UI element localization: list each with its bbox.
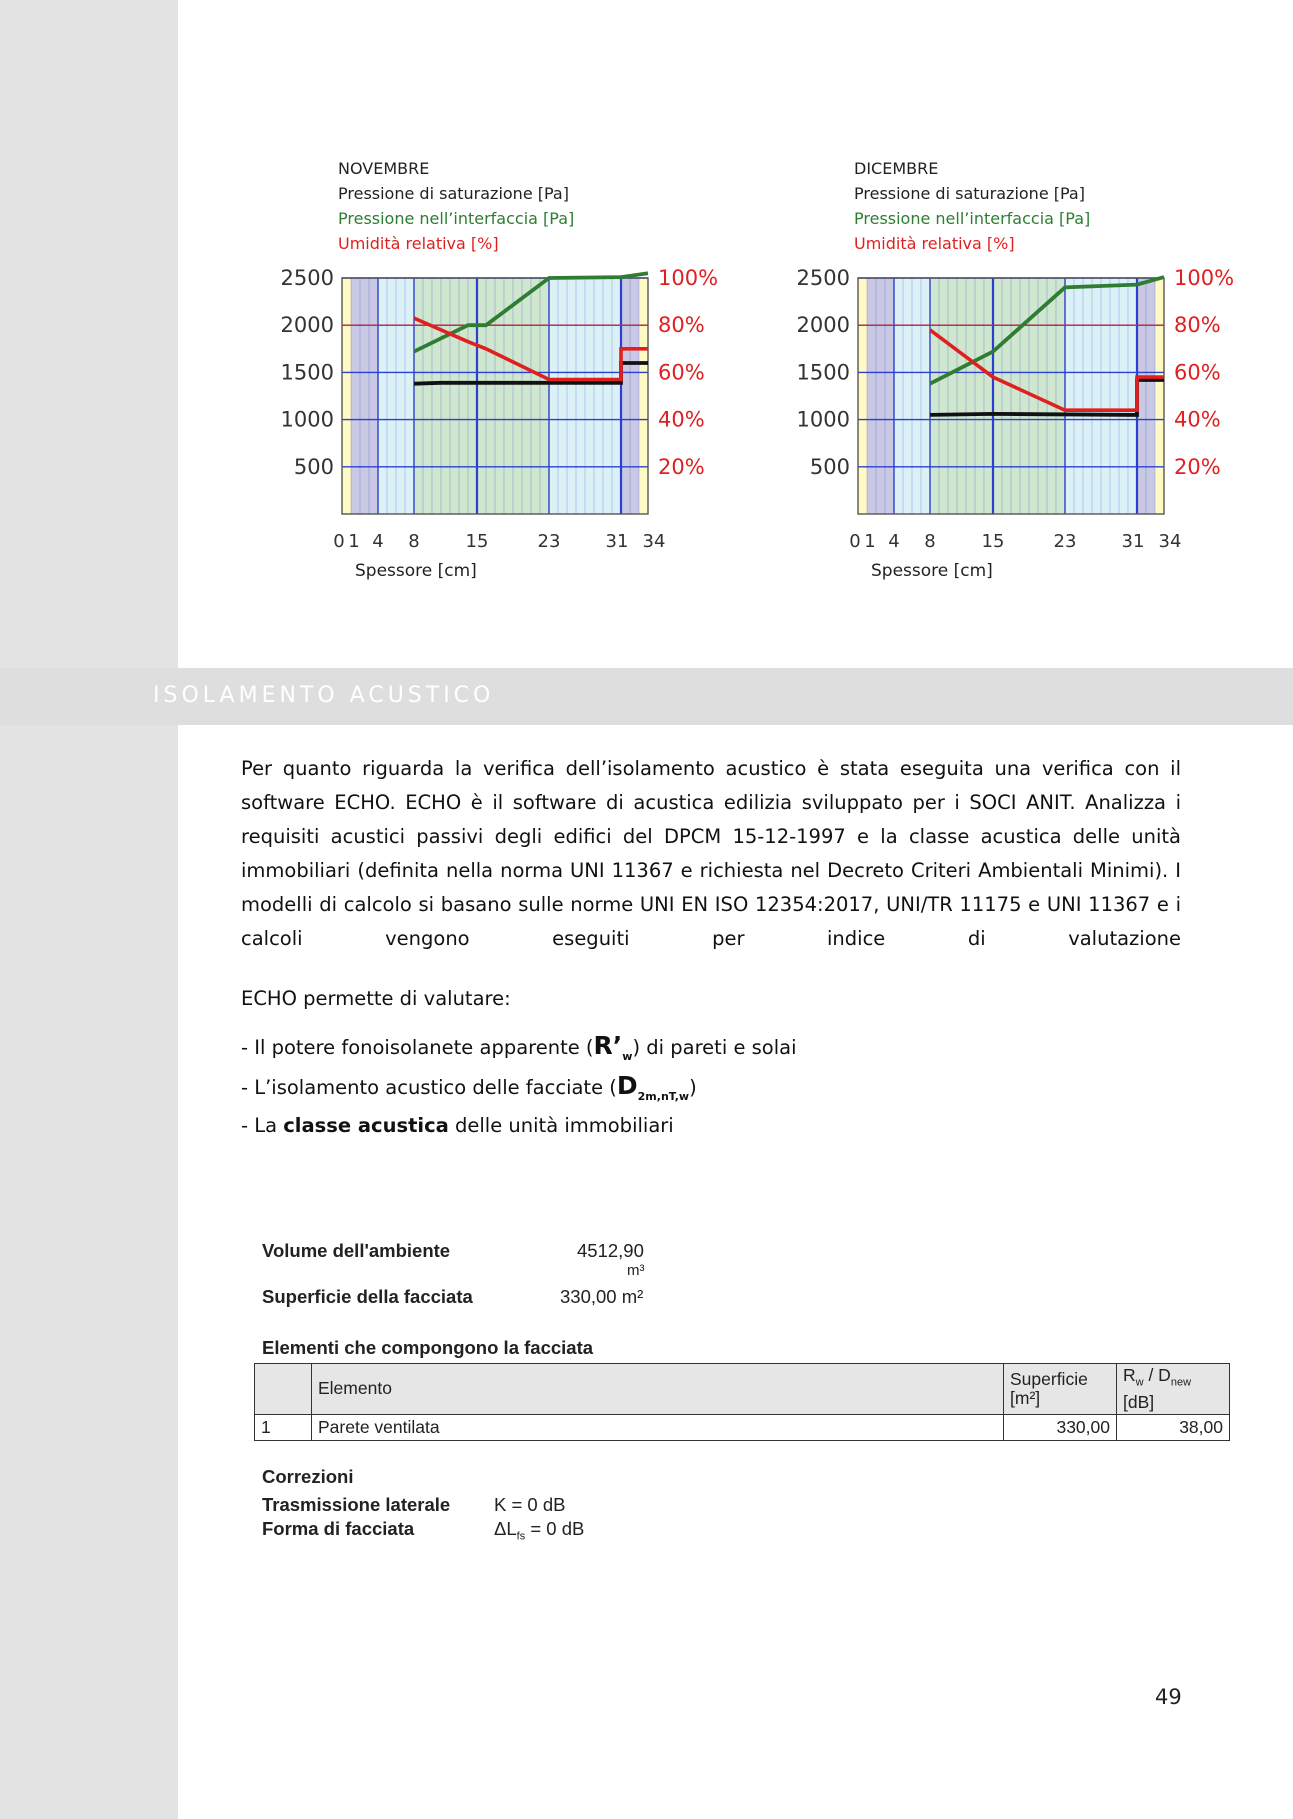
legend-entry: Umidità relativa [%] xyxy=(338,234,499,253)
bullet-symbol: $R’_w$ xyxy=(593,1031,633,1063)
facciata-table xyxy=(254,1363,1230,1441)
y-tick-right: 80% xyxy=(658,313,705,338)
volume-value: 4512,90 xyxy=(577,1240,644,1261)
x-tick: 15 xyxy=(981,531,1005,552)
lateral-value: K = 0 dB xyxy=(494,1494,566,1515)
x-tick: 34 xyxy=(1158,531,1182,552)
bullet-prefix: - La xyxy=(241,1114,284,1137)
bullet-list xyxy=(241,1028,797,1148)
chart-title: NOVEMBRE xyxy=(338,159,430,178)
chart-title: DICEMBRE xyxy=(854,159,939,178)
y-tick-left: 2000 xyxy=(280,313,334,338)
intro-text: ECHO permette di valutare: xyxy=(241,987,511,1010)
surface-value: 330,00 m² xyxy=(560,1286,644,1307)
section-title: ISOLAMENTO ACUSTICO xyxy=(153,683,495,708)
y-tick-left: 1500 xyxy=(280,360,334,385)
layer-band xyxy=(351,278,378,514)
y-tick-right: 80% xyxy=(1174,313,1221,338)
table-row xyxy=(255,1414,1230,1440)
bullet-suffix: delle unità immobiliari xyxy=(448,1114,674,1137)
x-tick: 31 xyxy=(605,531,629,552)
y-tick-right: 100% xyxy=(1174,266,1235,290)
layer-band xyxy=(930,278,1065,514)
bullet-bold: classe acustica xyxy=(283,1114,449,1137)
layer-band xyxy=(1155,278,1164,514)
x-tick: 8 xyxy=(924,531,936,552)
header-rw: $R_w / D_{new}$ [dB] xyxy=(1117,1364,1230,1415)
bullet-item xyxy=(241,1068,797,1108)
shape-value: $\Delta L_{fs} = 0$ dB xyxy=(494,1518,585,1543)
y-tick-left: 1500 xyxy=(796,360,850,385)
page-number: 49 xyxy=(1155,1685,1182,1709)
x-axis-label: Spessore [cm] xyxy=(355,561,477,581)
bullet-suffix: ) di pareti e solai xyxy=(632,1036,797,1059)
y-tick-left: 2500 xyxy=(796,266,850,290)
y-tick-left: 2000 xyxy=(796,313,850,338)
x-tick: 4 xyxy=(372,531,384,552)
y-tick-left: 500 xyxy=(293,454,334,479)
body-paragraph: Per quanto riguarda la verifica dell’isolamento acustico è stata eseguita una verifica con il software ECHO. ECHO è il software di acustica edilizia sviluppato per i SOCI ANIT. Analizza i requisiti acustici passivi degli edifici del DPCM 15-12-1997 e la classe acustica delle unità immobiliari (definita nella norma UNI 11367 e richiesta nel Decreto Criteri Ambientali Minimi). I modelli di calcolo si basano sulle norme UNI EN ISO 12354:2017, UNI/TR 11175 e UNI 11367 e i calcoli vengono eseguiti per indice di valutazione xyxy=(241,757,1181,950)
page-sidebar xyxy=(0,0,178,1819)
legend-entry: Pressione nell’interfaccia [Pa] xyxy=(338,209,575,228)
cell-superficie: 330,00 xyxy=(1004,1414,1117,1440)
x-tick: 0 xyxy=(333,531,345,552)
y-tick-right: 40% xyxy=(1174,407,1221,432)
layer-band xyxy=(858,278,867,514)
x-tick: 4 xyxy=(888,531,900,552)
bullet-suffix: ) xyxy=(689,1076,697,1099)
y-tick-left: 1000 xyxy=(796,407,850,432)
header-index xyxy=(255,1364,312,1415)
x-tick: 1 xyxy=(864,531,876,552)
volume-label: Volume dell'ambiente xyxy=(262,1240,451,1261)
legend-entry: Pressione di saturazione [Pa] xyxy=(854,184,1085,203)
x-tick: 8 xyxy=(408,531,420,552)
x-tick: 23 xyxy=(537,531,561,552)
x-tick: 15 xyxy=(465,531,489,552)
shape-label: Forma di facciata xyxy=(262,1518,415,1539)
y-tick-right: 100% xyxy=(658,266,719,290)
x-tick: 34 xyxy=(642,531,666,552)
y-tick-right: 60% xyxy=(1174,360,1221,385)
y-tick-right: 60% xyxy=(658,360,705,385)
bullet-item xyxy=(241,1108,797,1148)
chart-dicembre xyxy=(776,140,1236,600)
bullet-prefix: - L’isolamento acustico delle facciate ( xyxy=(241,1076,617,1099)
cell-index: 1 xyxy=(255,1414,312,1440)
layer-band xyxy=(639,278,648,514)
cell-elemento: Parete ventilata xyxy=(312,1414,1004,1440)
y-tick-left: 500 xyxy=(809,454,850,479)
surface-label: Superficie della facciata xyxy=(262,1286,473,1307)
y-tick-right: 40% xyxy=(658,407,705,432)
bullet-item xyxy=(241,1028,797,1068)
x-axis-label: Spessore [cm] xyxy=(871,561,993,581)
x-tick: 23 xyxy=(1053,531,1077,552)
y-tick-right: 20% xyxy=(658,454,705,479)
y-tick-right: 20% xyxy=(1174,454,1221,479)
layer-band xyxy=(342,278,351,514)
cell-rw: 38,00 xyxy=(1117,1414,1230,1440)
legend-entry: Umidità relativa [%] xyxy=(854,234,1015,253)
legend-entry: Pressione di saturazione [Pa] xyxy=(338,184,569,203)
x-tick: 31 xyxy=(1121,531,1145,552)
bullet-symbol: $D_{2m,nT,w}$ xyxy=(616,1071,690,1103)
header-elemento: Elemento xyxy=(312,1364,1004,1415)
y-tick-left: 1000 xyxy=(280,407,334,432)
table-caption: Elementi che compongono la facciata xyxy=(262,1337,594,1358)
table-header-row xyxy=(255,1364,1230,1415)
legend-entry: Pressione nell’interfaccia [Pa] xyxy=(854,209,1091,228)
corrections-title: Correzioni xyxy=(262,1466,354,1487)
x-tick: 0 xyxy=(849,531,861,552)
x-tick: 1 xyxy=(348,531,360,552)
lateral-label: Trasmissione laterale xyxy=(262,1494,451,1515)
chart-novembre xyxy=(260,140,720,600)
y-tick-left: 2500 xyxy=(280,266,334,290)
layer-band xyxy=(414,278,549,514)
header-superficie: Superficie [m²] xyxy=(1004,1364,1117,1415)
volume-unit: m³ xyxy=(627,1262,645,1279)
layer-band xyxy=(867,278,894,514)
bullet-prefix: - Il potere fonoisolanete apparente ( xyxy=(241,1036,594,1059)
